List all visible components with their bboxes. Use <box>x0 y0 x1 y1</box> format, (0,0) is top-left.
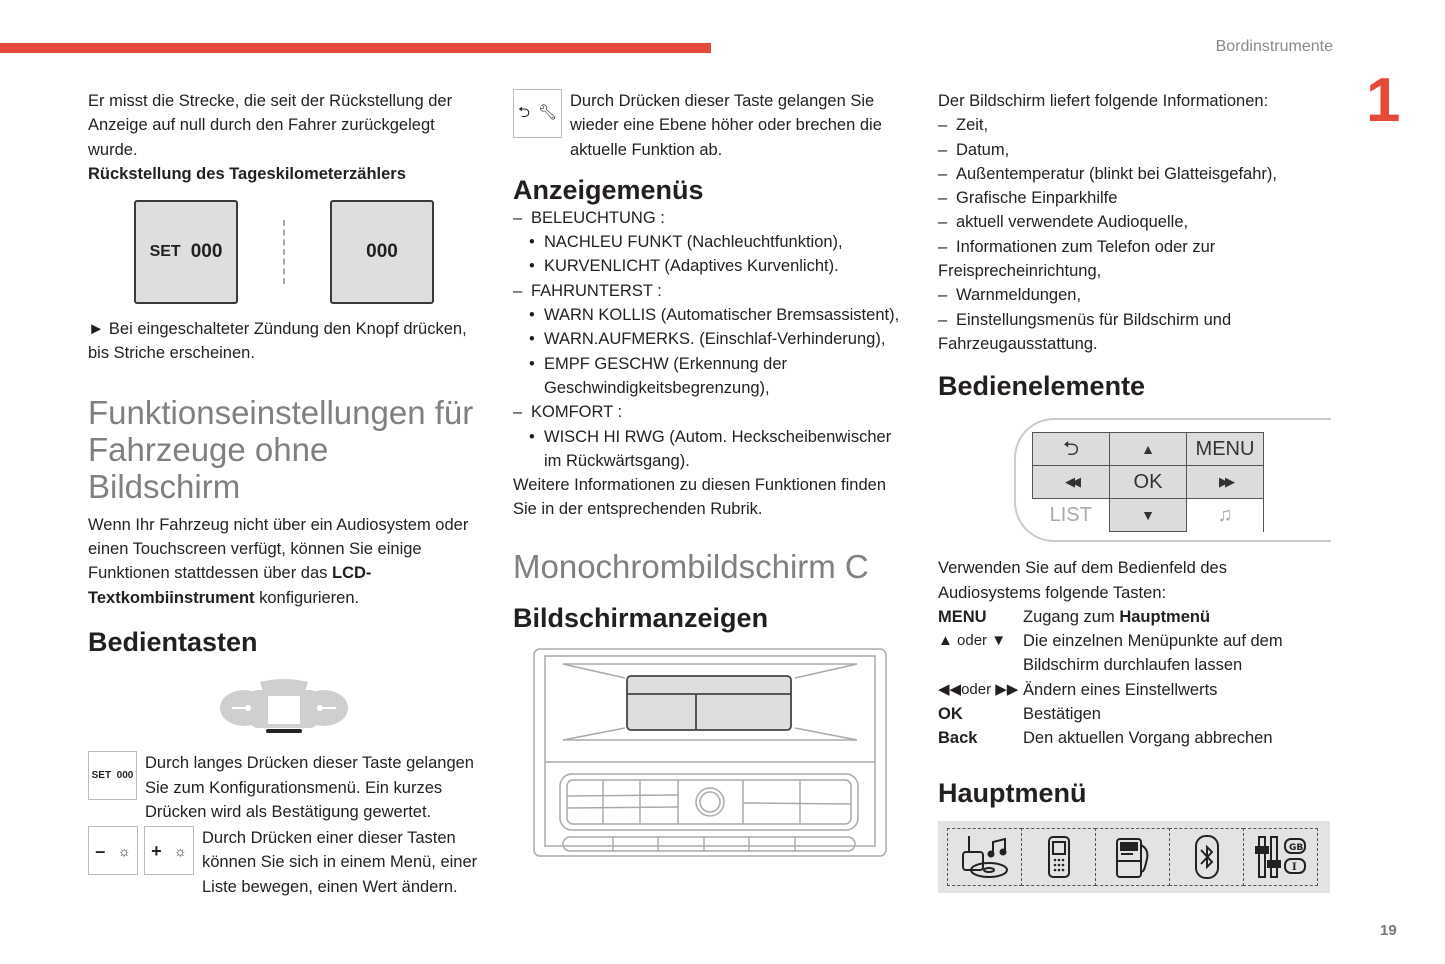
back-arrow-icon: ⮌ <box>517 104 530 122</box>
chapter-accent-bar <box>0 43 711 53</box>
back-key-text: Durch Drücken dieser Taste gelangen Sie wieder eine Ebene höher oder brechen die aktuelle Funktion ab. <box>570 92 882 159</box>
info-item: – Grafische Einparkhilfe <box>938 186 1333 210</box>
divider <box>238 220 330 284</box>
ok-button: OK <box>1110 466 1187 499</box>
set-key-icon: SET 000 <box>88 751 137 800</box>
back-wrench-key-icon <box>513 89 562 138</box>
info-item: – Warnmeldungen, <box>938 283 1333 307</box>
menu-item: • KURVENLICHT (Adaptives Kurvenlicht). <box>513 254 913 278</box>
lcd-illustration <box>134 199 488 305</box>
info-item: – Einstellungsmenüs für Bildschirm und Fahrzeugausstattung. <box>938 308 1333 357</box>
reset-step: ► Bei eingeschalteter Zündung den Knopf drücken, bis Striche erscheinen. <box>88 320 467 363</box>
info-item: – Datum, <box>938 138 1333 162</box>
column-1 <box>88 89 488 899</box>
set-key-block <box>88 751 488 824</box>
key-row: Back Den aktuellen Vorgang abbrechen <box>938 729 1273 748</box>
main-menu-strip <box>938 821 1330 893</box>
menu-item: • WARN.AUFMERKS. (Einschlaf-Verhinderung), <box>513 327 913 351</box>
bluetooth-icon <box>1169 828 1244 886</box>
rewind-button-icon: ◀◀ <box>1033 466 1110 499</box>
menu-item: • NACHLEU FUNKT (Nachleuchtfunktion), <box>513 230 913 254</box>
sun-icon: ☼ <box>117 842 131 859</box>
up-button-icon: ▲ <box>1110 433 1187 466</box>
mono-title: Monochrombildschirm C <box>513 547 869 585</box>
key-row: ▲ oder ▼ Die einzelnen Menüpunkte auf dem Bildschirm durchlaufen lassen <box>938 632 1283 675</box>
bedientasten-title: Bedientasten <box>88 626 258 657</box>
plus-brightness-key: + ☼ <box>144 826 194 875</box>
phone-icon <box>1021 828 1096 886</box>
page-number: 19 <box>1380 922 1397 939</box>
arrow-icon: ► <box>88 320 109 339</box>
chapter-number: 1 <box>1366 66 1401 135</box>
instrument-cluster-illustration <box>220 678 488 741</box>
menu-item: • WISCH HI RWG (Autom. Heckscheibenwischer im Rückwärtsgang). <box>513 425 913 474</box>
main-menu-title: Hauptmenü <box>938 777 1087 808</box>
audio-unit-illustration <box>533 648 913 865</box>
menu-button: MENU <box>1187 433 1264 466</box>
minus-brightness-key: – ☼ <box>88 826 138 875</box>
lcd-set-display: SET 000 <box>134 200 238 304</box>
info-list <box>938 113 1333 356</box>
sun-icon: ☼ <box>173 842 187 859</box>
back-key-block <box>513 89 913 162</box>
reset-title: Rückstellung des Tageskilometerzählers <box>88 164 406 183</box>
menu-item: • WARN KOLLIS (Automatischer Bremsassistent), <box>513 303 913 327</box>
multimedia-icon <box>947 828 1022 886</box>
menus-title: Anzeigemenüs <box>513 174 704 205</box>
back-button-icon: ⮌ <box>1033 433 1110 466</box>
trip-computer-icon <box>1095 828 1170 886</box>
key-row: ◀◀oder ▶▶ Ändern eines Einstellwerts <box>938 680 1218 699</box>
trip-intro: Er misst die Strecke, die seit der Rückstellung der Anzeige auf null durch den Fahrer zurückgelegt wurde. <box>88 92 453 159</box>
plusminus-text: Durch Drücken einer dieser Tasten können Sie sich in einem Menü, einer Liste bewegen, einen Wert ändern. <box>202 829 478 896</box>
display-title: Bildschirmanzeigen <box>513 602 769 633</box>
list-button: LIST <box>1033 499 1110 532</box>
wrench-icon: 🔧︎ <box>537 104 558 122</box>
menus-list <box>513 206 913 473</box>
usage-intro: Verwenden Sie auf dem Bedienfeld des Audiosystems folgende Tasten: <box>938 559 1227 602</box>
section-title: Funktionseinstellungen für Fahrzeuge ohne Bildschirm <box>88 393 474 505</box>
lcd-reset-display: 000 <box>330 200 434 304</box>
column-2 <box>513 89 913 865</box>
info-item: – aktuell verwendete Audioquelle, <box>938 210 1333 234</box>
menu-group: – KOMFORT : <box>513 400 913 424</box>
menu-group: – FAHRUNTERST : <box>513 279 913 303</box>
music-button-icon: ♫ <box>1187 499 1264 532</box>
control-panel-illustration <box>1014 418 1331 542</box>
menu-item: • EMPF GESCHW (Erkennung der Geschwindigkeitsbegrenzung), <box>513 352 913 401</box>
down-button-icon: ▼ <box>1110 499 1187 532</box>
set-key-text: Durch langes Drücken dieser Taste gelangen Sie zum Konfigurationsmenü. Ein kurzes Drücken wird als Bestätigung gewertet. <box>145 754 474 821</box>
info-item: – Außentemperatur (blinkt bei Glatteisgefahr), <box>938 162 1333 186</box>
forward-button-icon: ▶▶ <box>1187 466 1264 499</box>
more-info: Weitere Informationen zu diesen Funktionen finden Sie in der entsprechenden Rubrik. <box>513 476 887 519</box>
control-panel <box>1032 432 1264 532</box>
settings-icon <box>1243 828 1318 886</box>
info-item: – Zeit, <box>938 113 1333 137</box>
section-text: Wenn Ihr Fahrzeug nicht über ein Audiosystem oder einen Touchscreen verfügt, können Sie einige Funktionen stattdessen über das LCD-Textkombiinstrument konfigurieren. <box>88 515 469 607</box>
key-row: OK Bestätigen <box>938 705 1101 724</box>
svg-text:I: I <box>1291 861 1297 873</box>
key-row: MENU Zugang zum Hauptmenü <box>938 607 1211 626</box>
svg-text:GB: GB <box>1288 842 1303 853</box>
info-intro: Der Bildschirm liefert folgende Informationen: <box>938 92 1269 110</box>
column-3 <box>938 89 1333 893</box>
key-definitions <box>938 605 1333 751</box>
menu-group: – BELEUCHTUNG : <box>513 206 913 230</box>
info-item: – Informationen zum Telefon oder zur Freisprecheinrichtung, <box>938 235 1333 284</box>
header-title: Bordinstrumente <box>1215 38 1333 55</box>
controls-title: Bedienelemente <box>938 371 1146 402</box>
plusminus-block <box>88 826 488 899</box>
